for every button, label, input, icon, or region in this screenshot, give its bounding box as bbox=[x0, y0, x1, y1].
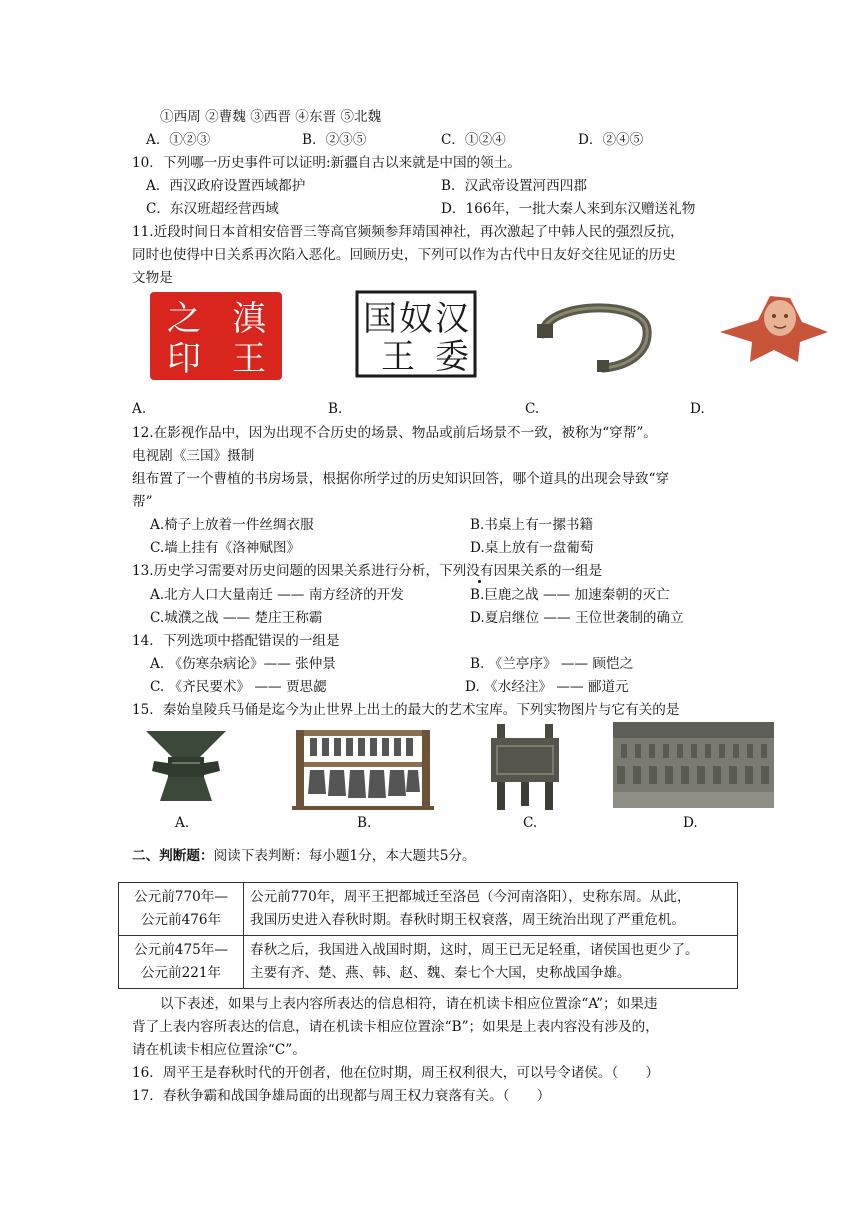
table-cell-years bbox=[119, 936, 244, 989]
q15-label-d[interactable]: D. bbox=[683, 815, 698, 831]
section2-heading: 二、判断题： bbox=[132, 848, 214, 864]
q16-statement[interactable]: 16．周平王是春秋时代的开创者，他在位时期，周王权利很大，可以号令诸侯。（ ） bbox=[132, 1065, 660, 1081]
table-cell-text bbox=[244, 883, 738, 936]
q14-option-d[interactable]: D. 《水经注》 —— 郦道元 bbox=[465, 679, 629, 695]
year-start: 公元前770年— bbox=[134, 889, 228, 905]
q12-stem-line-1: 12.在影视作品中，因为出现不合历史的场景、物品或前后场景不一致，被称为“穿帮”。 bbox=[132, 425, 657, 441]
q15-label-c[interactable]: C. bbox=[523, 815, 538, 831]
q15-label-b[interactable]: B. bbox=[357, 815, 372, 831]
q10-option-b[interactable]: B．汉武帝设置河西四郡 bbox=[441, 178, 587, 194]
q12-option-c[interactable]: C.墙上挂有《洛神赋图》 bbox=[150, 540, 301, 556]
seal-b-char-3: 奴 bbox=[399, 299, 433, 339]
seal-b-char-5: 王 bbox=[381, 337, 415, 377]
table-text-line: 主要有齐、楚、燕、韩、赵、魏、秦七个大国，史称战国争雄。 bbox=[250, 965, 631, 981]
table-cell-years bbox=[119, 883, 244, 936]
instructions-line-2: 背了上表内容所表达的信息，请在机读卡相应位置涂“B”；如果是上表内容没有涉及的， bbox=[132, 1019, 659, 1035]
q11-stem-line-2: 同时也使得中日关系再次陷入恶化。回顾历史，下列可以作为古代中日友好交往见证的历史 bbox=[132, 247, 676, 263]
q10-option-d[interactable]: D．166年，一批大秦人来到东汉赠送礼物 bbox=[441, 201, 696, 217]
q11-label-d[interactable]: D. bbox=[690, 401, 705, 417]
bronze-zun-image[interactable] bbox=[138, 727, 234, 803]
bronze-ding-image[interactable] bbox=[483, 722, 567, 812]
q10-option-a[interactable]: A．西汉政府设置西域都护 bbox=[146, 178, 306, 194]
seal-b-char-1: 汉 bbox=[435, 299, 469, 339]
instructions-line-3: 请在机读卡相应位置涂“C”。 bbox=[132, 1042, 306, 1058]
table-row bbox=[119, 936, 738, 989]
table-row bbox=[119, 883, 738, 936]
table-text-line: 公元前770年，周平王把都城迁至洛邑（今河南洛阳），史称东周。从此， bbox=[250, 889, 691, 905]
q14-stem: 14．下列选项中搭配错误的一组是 bbox=[132, 633, 340, 649]
seal-a-char-4: 印 bbox=[167, 339, 201, 379]
table-cell-text bbox=[244, 936, 738, 989]
q15-stem: 15．秦始皇陵兵马俑是迄今为止世界上出土的最大的艺术宝库。下列实物图片与它有关的是 bbox=[132, 702, 680, 718]
q12-option-a[interactable]: A.椅子上放着一件丝绸衣服 bbox=[150, 517, 314, 533]
seal-black-image[interactable] bbox=[355, 290, 477, 378]
q17-statement[interactable]: 17．春秋争霸和战国争雄局面的出现都与周王权力衰落有关。（ ） bbox=[132, 1088, 551, 1104]
seal-red-image[interactable] bbox=[150, 292, 282, 380]
table-text-line: 春秋之后，我国进入战国时期，这时，周王已无足轻重，诸侯国也更少了。 bbox=[250, 942, 699, 958]
table-text-line: 我国历史进入春秋时期。春秋时期王权衰落，周王统治出现了严重危机。 bbox=[250, 912, 685, 928]
bronze-bells-image[interactable] bbox=[290, 722, 436, 812]
bronze-ring-image[interactable] bbox=[533, 294, 655, 374]
q12-stem-line-2: 电视剧《三国》摄制 bbox=[132, 448, 255, 464]
seal-a-char-2: 王 bbox=[232, 339, 266, 379]
q10-stem: 10．下列哪一历史事件可以证明:新疆自古以来就是中国的领土。 bbox=[132, 155, 521, 171]
q12-option-b[interactable]: B.书桌上有一摞书籍 bbox=[470, 517, 594, 533]
q11-label-a[interactable]: A. bbox=[132, 401, 147, 417]
terracotta-army-image[interactable] bbox=[613, 722, 774, 808]
q14-option-a[interactable]: A. 《伤寒杂病论》—— 张仲景 bbox=[150, 656, 336, 672]
q14-option-b[interactable]: B. 《兰亭序》 —— 顾恺之 bbox=[470, 656, 634, 672]
q12-stem-line-3: 组布置了一个曹植的书房场景，根据你所学过的历史知识回答，哪个道具的出现会导致“穿 bbox=[132, 471, 670, 487]
q10-option-c[interactable]: C．东汉班超经营西域 bbox=[146, 201, 279, 217]
q15-label-a[interactable]: A. bbox=[175, 815, 190, 831]
q13-option-a[interactable]: A.北方人口大量南迁 —— 南方经济的开发 bbox=[150, 587, 404, 603]
q12-option-d[interactable]: D.桌上放有一盘葡萄 bbox=[470, 540, 594, 556]
q9-option-b[interactable]: B．②③⑤ bbox=[302, 132, 367, 148]
instructions-line-1: 以下表述，如果与上表内容所表达的信息相符，请在机读卡相应位置涂“A”；如果违 bbox=[160, 996, 658, 1012]
q9-option-d[interactable]: D．②④⑤ bbox=[578, 132, 644, 148]
q13-option-b[interactable]: B.巨鹿之战 —— 加速秦朝的灭亡 bbox=[470, 587, 670, 603]
seal-a-char-3: 之 bbox=[167, 299, 201, 339]
q13-stem-post: 因果关系的一组是 bbox=[493, 563, 603, 579]
year-start: 公元前475年— bbox=[134, 942, 228, 958]
q9-option-a[interactable]: A．①②③ bbox=[146, 132, 211, 148]
seal-b-char-2: 委 bbox=[435, 337, 469, 377]
year-end: 公元前221年 bbox=[140, 965, 222, 981]
q9-items: ①西周 ②曹魏 ③西晋 ④东晋 ⑤北魏 bbox=[160, 109, 382, 125]
q13-option-c[interactable]: C.城濮之战 —— 楚庄王称霸 bbox=[150, 610, 323, 626]
history-table bbox=[118, 882, 738, 989]
seal-a-char-1: 滇 bbox=[232, 299, 266, 339]
q11-label-b[interactable]: B. bbox=[328, 401, 343, 417]
q11-stem-line-3: 文物是 bbox=[132, 270, 173, 286]
q13-stem bbox=[132, 561, 602, 581]
q11-stem-line-1: 11.近段时间日本首相安倍晋三等高官频频参拜靖国神社，再次激起了中韩人民的强烈反抗， bbox=[132, 224, 684, 240]
q14-option-c[interactable]: C. 《齐民要术》 —— 贾思勰 bbox=[150, 679, 327, 695]
q13-stem-emphasis: 没有 bbox=[466, 563, 494, 579]
clay-head-image[interactable] bbox=[718, 292, 830, 364]
seal-b-char-4: 国 bbox=[363, 299, 397, 339]
section2-desc: 阅读下表判断：每小题1分，本大题共5分。 bbox=[213, 848, 476, 864]
q13-option-d[interactable]: D.夏启继位 —— 王位世袭制的确立 bbox=[470, 610, 684, 626]
q11-label-c[interactable]: C. bbox=[525, 401, 540, 417]
year-end: 公元前476年 bbox=[140, 912, 222, 928]
section2-heading-line bbox=[132, 846, 476, 866]
q12-stem-line-4: 帮” bbox=[132, 494, 153, 510]
q13-stem-pre: 13.历史学习需要对历史问题的因果关系进行分析，下列 bbox=[132, 563, 467, 579]
q9-option-c[interactable]: C．①②④ bbox=[441, 132, 506, 148]
